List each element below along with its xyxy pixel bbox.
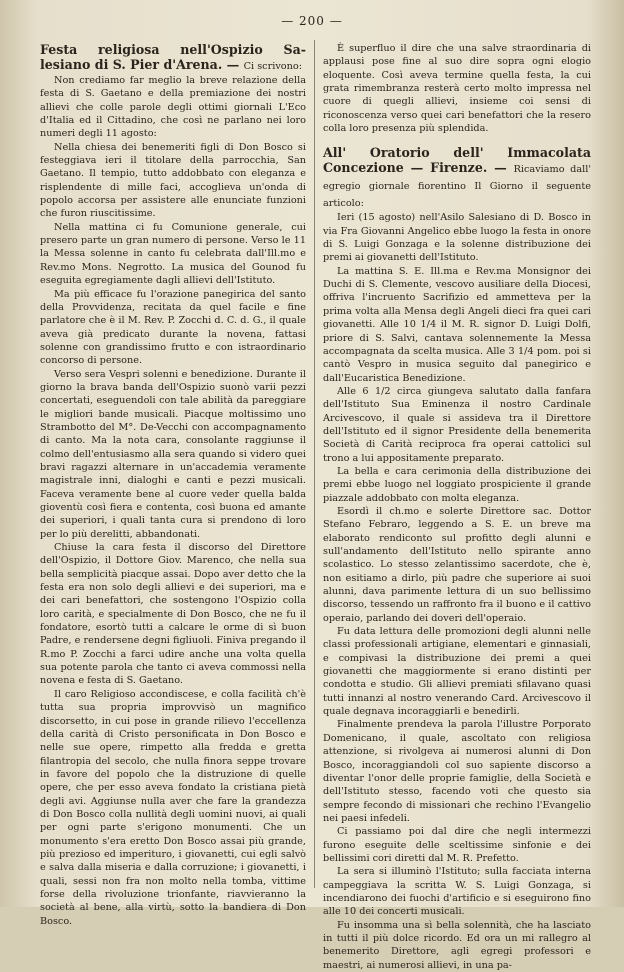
paragraph: Nella mattina ci fu Comunione generale, cui presero parte un gran numero di persone. Verso le 11 la Messa solenne in canto fu celebrata dall'Ill.mo e Rev.mo Mons. Negrotto. La musica del Gounod fu eseguita egregiamente dagli allievi dell'Istituto.	[40, 221, 306, 287]
heading-title: Festa religiosa nell'Ospizio Sa-lesiano di S. Pier d'Arena.	[40, 42, 306, 72]
paragraph: Fu insomma una sì bella solennità, che ha lasciato in tutti il più dolce ricordo. Ed ora un mi rallegro al benemerito Direttore, agli egregi professori e maestri, ai numerosi allievi, in una pa-	[323, 919, 591, 971]
paragraph: Ci passiamo poi dal dire che negli intermezzi furono eseguite delle scelti​ssime sinfonie e dei bellissimi cori diretti dal M. R. Prefetto.	[323, 826, 591, 864]
paragraph: Il caro Religioso accondiscese, e colla facilità ch'è tutta sua propria improvvisò un magnifico discorsetto, in cui pose in grande rilievo l'eccellenza della carità di Cristo personificata in Don Bosco e nelle sue opere, rimpetto alla fredda e gretta filantropia del secolo, che nulla finora seppe trovare in favore del popolo che la distruzione di quelle opere, che per esso aveva fondato la cristiana pietà degli avi. Aggiunse nulla aver che fare la grandezza di Don Bosco colla nullità degli uomini nuovi, ai quali per ogni parte s'erigono monumenti. Che un monumento s'era eretto Don Bosco assai più grande, più prezioso ed imperituro, i giovanetti, cui egli salvò e salva dalla miseria e dalla corruzione; i giovanetti, i quali, sessi non fra non molto nella tomba, vittime forse della rivoluzione trionfante, riavvieranno la società al bene, alla virtù, sotto la bandiera di Don Bosco.	[40, 688, 306, 927]
paragraph: La sera si illuminò l'Istituto; sulla facciata interna campeggiava la scritta W. S. Luigi Gonzaga, si incendiarono dei fuochi d'artificio e si eseguirono fino alle 10 dei concerti musicali.	[323, 866, 591, 918]
left-column	[40, 42, 306, 927]
heading-dash: —	[222, 57, 244, 72]
paragraph: Finalmente prendeva la parola l'illustre Porporato Domenicano, il quale, ascoltato con religiosa attenzione, si rivolgeva ai numerosi alunni di Don Bosco, incoraggiandoli col suo sapiente discorso a diventar l'onor delle proprie famiglie, della Società e dell'Istituto stesso, facendo voti che questo sia sempre fecondo di missionari che rechino l'Evangelio nei paesi infedeli.	[323, 719, 591, 824]
paragraph: Esordì il ch.mo e solerte Direttore sac. Dottor Stefano Febraro, leggendo a S. E. un breve ma elaborato rendiconto sul profitto degli alunni e sull'andamento dell'Istituto nello spirante anno scolastico. Lo stesso zelantissimo sacerdote, che è, non esitiamo a dirlo, più padre che superiore ai suoi alunni, dava parimente lettura di un suo bellissimo discorso, tessendo un raffronto fra il buono e il cattivo operaio, parlando dei doveri dell'operaio.	[323, 505, 591, 624]
heading-dash: —	[487, 160, 514, 176]
right-column	[323, 42, 591, 971]
paragraph: Ma più efficace fu l'orazione panegirica del santo della Provvidenza, recitata da quel facile e fine parlatore che è il M. Rev. P. Zocchi d. C. d. G., il quale aveva già predicato durante la novena, fattasi solenne con grandissimo frutto e con istraordinario concorso di persone.	[40, 288, 306, 367]
article-heading-firenze	[323, 145, 591, 211]
paragraph: La mattina S. E. Ill.ma e Rev.ma Monsignor dei Duchi di S. Clemente, vescovo ausiliare della Diocesi, offriva l'incruento Sacrifizio ed ammetteva per la prima volta alla Mensa degli Angeli dieci fra quei cari giovanetti. Alle 10 1/4 il M. R. signor D. Luigi Dolfi, priore di S. Salvi, cantava solennemente la Messa accompagnata da scelta musica. Alle 3 1/4 pom. poi si cantò Vespro in musica seguito dal panegirico e dall'Eucaristica Benedizione.	[323, 265, 591, 384]
paragraph: Fu data lettura delle promozioni degli alunni nelle classi professionali artigiane, elementari e ginnasiali, e compivasi la distribuzione dei premi a quei giovanetti che maggiormente si erano distinti per condotta e studio. Gli allievi premiati sfilavano quasi tutti innanzi al nostro venerando Card. Arcivescovo il quale degnava incoraggiarli e benedirli.	[323, 626, 591, 718]
heading-intro: Ricaviamo dall' egregio giornale fiorentino Il Giorno il seguente articolo:	[323, 164, 591, 210]
heading-intro: Ci scrivono:	[243, 61, 302, 72]
heading-title: All' Oratorio dell' Immacolata Concezione — Firenze.	[323, 145, 591, 176]
page-number: — 200 —	[281, 14, 343, 28]
paragraph: Alle 6 1/2 circa giungeva salutato dalla fanfara dell'Istituto Sua Eminenza il nostro Cardinale Arcivescovo, il quale si assideva tra il Direttore dell'Istituto ed il signor Presidente della benemerita Società di Carità reciproca fra operai cattolici sul trono a lui appositamente preparato.	[323, 385, 591, 464]
paragraph: La bella e cara cerimonia della distribuzione dei premi ebbe luogo nel loggiato prospiciente il grande piazzale addobbato con molta eleganza.	[323, 465, 591, 504]
section-gap	[323, 135, 591, 145]
paragraph: È superfluo il dire che una salve straordinaria di applausi pose fine al suo dire sopra ogni elogio eloquente. Così aveva termine quella festa, la cui grata rimembranza resterà certo molto impressa nel cuore di quegli allievi, insieme coi sensi di riconoscenza verso quei cari benefattori che la resero colla loro presenza più splendida.	[323, 43, 591, 135]
article-heading-sampierdarena	[40, 42, 306, 74]
paragraph: Ieri (15 agosto) nell'Asilo Salesiano di D. Bosco in via Fra Giovanni Angelico ebbe luogo la festa in onore di S. Luigi Gonzaga e la solenne distribuzione dei premi ai giovanetti dell'Istituto.	[323, 212, 591, 264]
paragraph: Chiuse la cara festa il discorso del Direttore dell'Ospizio, il Dottore Giov. Marenco, che nella sua bella semplicità piacque assai. Dopo aver detto che la festa era non solo degli allievi e dei superiori, ma e dei cari benefattori, che sostengono l'Ospizio colla loro carità, e specialmente di Don Bosco, che ne fu il fondatore, esortò tutti a calcare le orme di sì buon Padre, e rendersene degni figliuoli. Finiva pregando il R.mo P. Zocchi a farci udire anche una volta quella sua potente parola che tanto ci aveva commossi nella novena e festa di S. Gaetano.	[40, 542, 306, 687]
paragraph: Verso sera Vespri solenni e benedizione. Durante il giorno la brava banda dell'Ospizio suonò varii pezzi concertati, eseguendoli con tale abilità da pareggiare le migliori bande musicali. Piacque moltissimo uno Strambotto del M°. De-Vecchi con accompagnamento di canto. Ma la nota cara, consolante raggiunse il colmo dell'entusiasmo alla sera quando si videro quei bravi ragazzi alternare in un'accademia veramente magistrale inni, dialoghi e canti e pezzi musicali. Faceva veramente bene al cuore veder quella balda gioventù così fiera e contenta, così buona ed amante dei superiori, i quali tanta cura si prendono di loro per lo più derelitti, abbandonati.	[40, 368, 306, 540]
column-divider	[314, 40, 315, 888]
paragraph: Non crediamo far meglio la breve relazione della festa di S. Gaetano e della premiazione dei nostri allievi che colle parole degli ottimi giornali L'Eco d'Italia ed il Cittadino, che così ne parlano nei loro numeri degli 11 agosto:	[40, 75, 306, 140]
paragraph: Nella chiesa dei benemeriti figli di Don Bosco si festeggiava ieri il titolare della parrocchia, San Gaetano. Il tempio, tutto addobbato con eleganza e risplendente di mille faci, accoglieva un'onda di popolo accorsa per assistere alle enunciate funzioni che furon riuscitissime.	[40, 141, 306, 220]
